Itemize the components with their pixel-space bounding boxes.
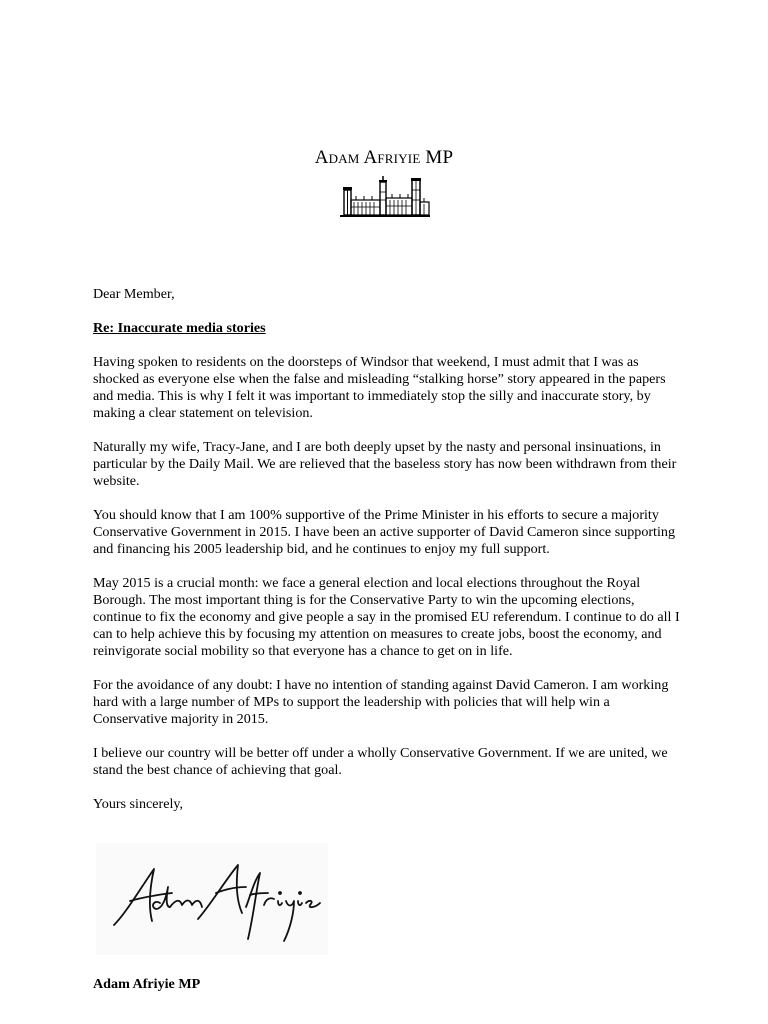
paragraph: For the avoidance of any doubt: I have no intention of standing against David Cameron. I am working hard with a large number of MPs to support the leadership with policies that will help win a Conservative majority in 2015.: [93, 677, 669, 727]
letterhead-suffix: MP: [425, 147, 454, 168]
paragraph: Naturally my wife, Tracy-Jane, and I are both deeply upset by the nasty and personal insinuations, in particular by the Daily Mail. We are relieved that the baseless story has now been withdrawn from their website.: [93, 439, 677, 489]
paragraph: May 2015 is a crucial month: we face a general election and local elections throughout the Royal Borough. The most important thing is for the Conservative Party to win the upcoming elections, continue to fix the economy and give people a say in the promised EU referendum. I continue to do all I can to help achieve this by focusing my attention on measures to create jobs, boost the economy, and reinvigorate social mobility so that everyone has a chance to get on in life.: [93, 575, 680, 659]
signoff-name: Adam Afriyie MP: [93, 976, 201, 992]
handwritten-signature: [96, 843, 328, 955]
letterhead-name: [0, 147, 768, 169]
paragraph: I believe our country will be better off under a wholly Conservative Government. If we are united, we stand the best chance of achieving that goal.: [93, 745, 668, 778]
salutation: Dear Member,: [93, 286, 175, 302]
paragraph: Having spoken to residents on the doorsteps of Windsor that weekend, I must admit that I was as shocked as everyone else when the false and misleading “stalking horse” story appeared in the papers and media. This is why I felt it was important to immediately stop the silly and inaccurate story, by making a clear statement on television.: [93, 354, 666, 421]
paragraph: You should know that I am 100% supportive of the Prime Minister in his efforts to secure a majority Conservative Government in 2015. I have been an active supporter of David Cameron since supporting and financing his 2005 leadership bid, and he continues to enjoy my full support.: [93, 507, 675, 557]
letterhead-name-text: Adam Afriyie: [314, 147, 421, 168]
letter-body: [93, 286, 683, 830]
subject-line: Re: Inaccurate media stories: [93, 320, 266, 336]
closing: Yours sincerely,: [93, 796, 184, 812]
houses-of-parliament-icon: [340, 176, 430, 220]
